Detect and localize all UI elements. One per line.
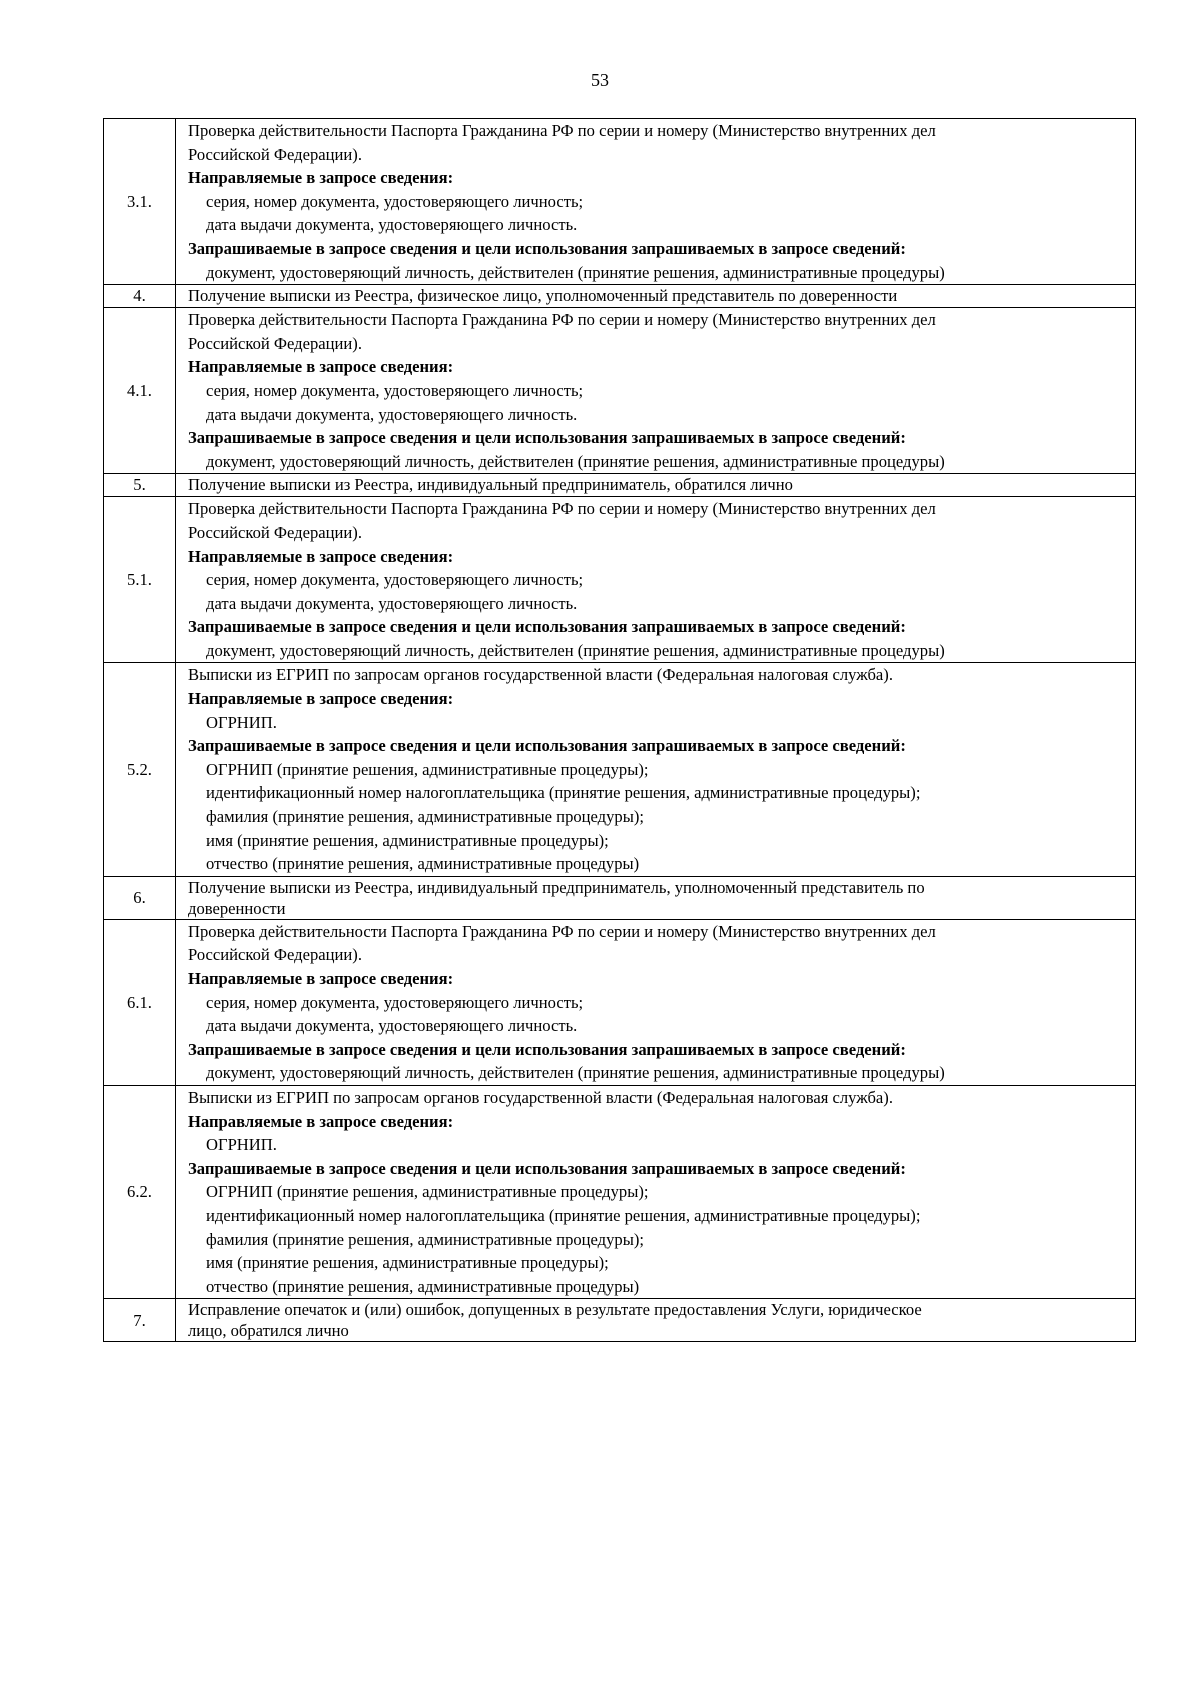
table-row bbox=[104, 474, 1136, 497]
row-content bbox=[176, 308, 1136, 474]
row-number: 6.1. bbox=[104, 919, 176, 1085]
row-section-heading: Направляемые в запросе сведения: bbox=[188, 689, 454, 709]
row-number: 7. bbox=[104, 1299, 176, 1342]
table-row bbox=[104, 308, 1136, 474]
table-body bbox=[104, 119, 1136, 1342]
table-row bbox=[104, 876, 1136, 919]
row-number: 3.1. bbox=[104, 119, 176, 285]
row-content bbox=[176, 1085, 1136, 1298]
table-row bbox=[104, 1299, 1136, 1342]
row-section-heading: Запрашиваемые в запросе сведения и цели использования запрашиваемых в запросе сведений: bbox=[188, 617, 906, 637]
row-section-heading: Направляемые в запросе сведения: bbox=[188, 969, 454, 988]
row-section-heading: Направляемые в запросе сведения: bbox=[188, 546, 454, 566]
table-row bbox=[104, 663, 1136, 876]
row-item-line: фамилия (принятие решения, административные процедуры); bbox=[206, 807, 645, 827]
row-item-line: дата выдачи документа, удостоверяющего личность. bbox=[206, 1016, 578, 1036]
row-section-heading: Направляемые в запросе сведения: bbox=[188, 1111, 454, 1131]
row-item-line: фамилия (принятие решения, административные процедуры); bbox=[206, 1229, 645, 1249]
row-content bbox=[176, 919, 1136, 1085]
row-number: 4. bbox=[104, 285, 176, 308]
row-section-heading: Запрашиваемые в запросе сведения и цели использования запрашиваемых в запросе сведений: bbox=[188, 1158, 906, 1178]
row-item-line: документ, удостоверяющий личность, действителен (принятие решения, административные процедуры) bbox=[206, 1063, 945, 1083]
row-content bbox=[176, 119, 1136, 285]
row-text-line: доверенности bbox=[188, 898, 286, 918]
row-section-heading: Направляемые в запросе сведения: bbox=[188, 168, 454, 188]
row-item-line: идентификационный номер налогоплательщика (принятие решения, административные процедуры); bbox=[206, 1205, 921, 1225]
row-section-heading: Запрашиваемые в запросе сведения и цели использования запрашиваемых в запросе сведений: bbox=[188, 428, 906, 448]
row-item-line: серия, номер документа, удостоверяющего личность; bbox=[206, 570, 584, 590]
row-item-line: документ, удостоверяющий личность, действителен (принятие решения, административные процедуры) bbox=[206, 262, 945, 282]
row-text-line: Российской Федерации). bbox=[188, 144, 362, 164]
table-row bbox=[104, 1085, 1136, 1298]
row-item-line: ОГРНИП (принятие решения, административные процедуры); bbox=[206, 1182, 649, 1202]
row-section-heading: Запрашиваемые в запросе сведения и цели использования запрашиваемых в запросе сведений: bbox=[188, 1039, 906, 1059]
table-row bbox=[104, 497, 1136, 663]
row-text-line: Исправление опечаток и (или) ошибок, допущенных в результате предоставления Услуги, юридическое bbox=[188, 1300, 922, 1320]
row-item-line: дата выдачи документа, удостоверяющего личность. bbox=[206, 404, 578, 424]
services-table bbox=[103, 118, 1136, 1342]
row-item-line: отчество (принятие решения, административные процедуры) bbox=[206, 1276, 640, 1296]
row-number: 5.2. bbox=[104, 663, 176, 876]
row-item-line: отчество (принятие решения, административные процедуры) bbox=[206, 854, 640, 874]
row-number: 6.2. bbox=[104, 1085, 176, 1298]
row-section-heading: Направляемые в запросе сведения: bbox=[188, 357, 454, 377]
page-number: 53 bbox=[591, 70, 609, 90]
table-row bbox=[104, 285, 1136, 308]
table-row bbox=[104, 119, 1136, 285]
row-item-line: ОГРНИП (принятие решения, административные процедуры); bbox=[206, 759, 649, 779]
row-text-line: Проверка действительности Паспорта Гражданина РФ по серии и номеру (Министерство внутренних дел bbox=[188, 921, 936, 941]
row-number: 5.1. bbox=[104, 497, 176, 663]
row-text-line: Получение выписки из Реестра, физическое лицо, уполномоченный представитель по доверенности bbox=[188, 286, 898, 306]
table-row bbox=[104, 919, 1136, 1085]
row-text-line: Проверка действительности Паспорта Гражданина РФ по серии и номеру (Министерство внутренних дел bbox=[188, 310, 936, 330]
row-text-line: Российской Федерации). bbox=[188, 945, 362, 965]
row-number: 5. bbox=[104, 474, 176, 497]
row-content bbox=[176, 1299, 1136, 1342]
row-item-line: ОГРНИП. bbox=[206, 1135, 277, 1155]
row-content bbox=[176, 474, 1136, 497]
row-item-line: серия, номер документа, удостоверяющего личность; bbox=[206, 992, 584, 1012]
row-item-line: дата выдачи документа, удостоверяющего личность. bbox=[206, 215, 578, 235]
row-item-line: имя (принятие решения, административные процедуры); bbox=[206, 1253, 609, 1273]
row-item-line: документ, удостоверяющий личность, действителен (принятие решения, административные процедуры) bbox=[206, 451, 945, 471]
row-item-line: серия, номер документа, удостоверяющего личность; bbox=[206, 191, 584, 211]
row-content bbox=[176, 663, 1136, 876]
row-text-line: Получение выписки из Реестра, индивидуальный предприниматель, обратился лично bbox=[188, 475, 793, 495]
row-number: 4.1. bbox=[104, 308, 176, 474]
row-text-line: Проверка действительности Паспорта Гражданина РФ по серии и номеру (Министерство внутренних дел bbox=[188, 499, 936, 519]
row-item-line: документ, удостоверяющий личность, действителен (принятие решения, административные процедуры) bbox=[206, 640, 945, 660]
row-content bbox=[176, 285, 1136, 308]
row-text-line: Российской Федерации). bbox=[188, 333, 362, 353]
row-text-line: Выписки из ЕГРИП по запросам органов государственной власти (Федеральная налоговая служба). bbox=[188, 1087, 893, 1107]
row-text-line: Российской Федерации). bbox=[188, 522, 362, 542]
row-section-heading: Запрашиваемые в запросе сведения и цели использования запрашиваемых в запросе сведений: bbox=[188, 736, 906, 756]
row-item-line: имя (принятие решения, административные процедуры); bbox=[206, 830, 609, 850]
row-content bbox=[176, 876, 1136, 919]
row-text-line: Выписки из ЕГРИП по запросам органов государственной власти (Федеральная налоговая служба). bbox=[188, 665, 893, 685]
row-section-heading: Запрашиваемые в запросе сведения и цели использования запрашиваемых в запросе сведений: bbox=[188, 238, 906, 258]
row-item-line: идентификационный номер налогоплательщика (принятие решения, административные процедуры); bbox=[206, 783, 921, 803]
row-text-line: Получение выписки из Реестра, индивидуальный предприниматель, уполномоченный представитель по bbox=[188, 877, 925, 897]
row-text-line: лицо, обратился лично bbox=[188, 1321, 349, 1341]
row-item-line: ОГРНИП. bbox=[206, 712, 277, 732]
row-item-line: серия, номер документа, удостоверяющего личность; bbox=[206, 380, 584, 400]
row-item-line: дата выдачи документа, удостоверяющего личность. bbox=[206, 593, 578, 613]
row-content bbox=[176, 497, 1136, 663]
row-text-line: Проверка действительности Паспорта Гражданина РФ по серии и номеру (Министерство внутренних дел bbox=[188, 121, 936, 140]
row-number: 6. bbox=[104, 876, 176, 919]
